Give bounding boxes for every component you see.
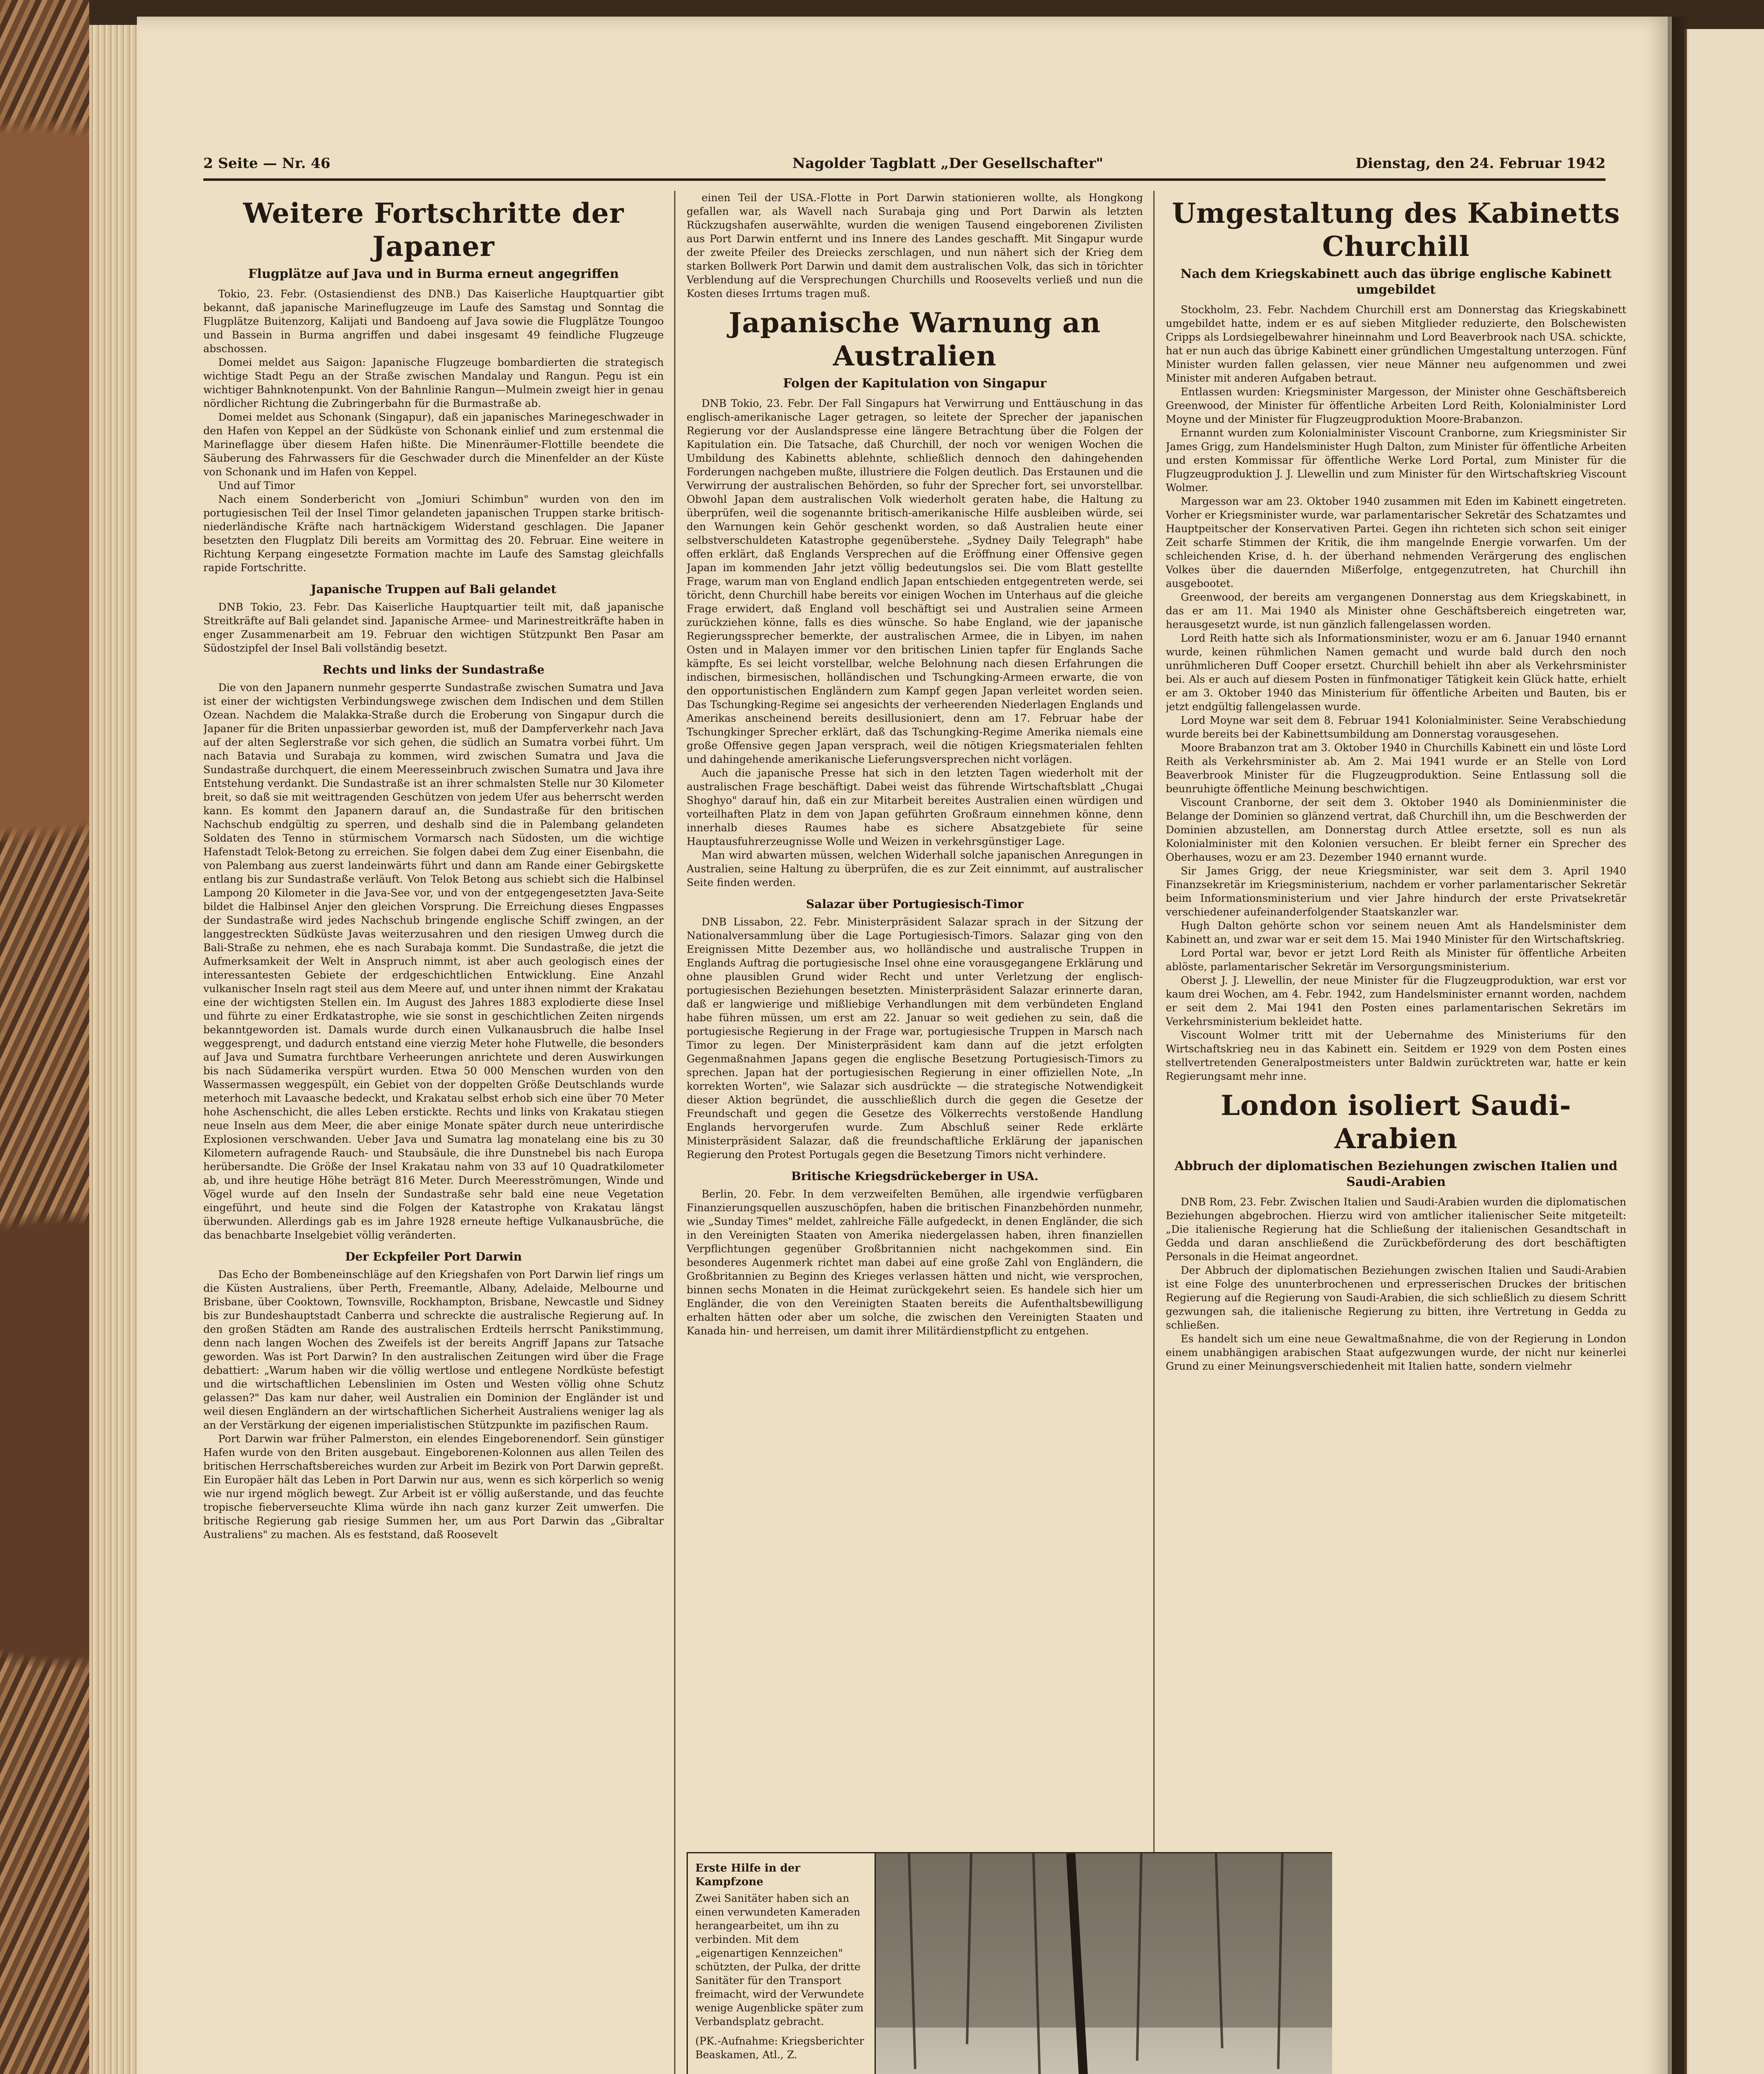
paragraph: Domei meldet aus Saigon: Japanische Flugzeuge bombardierten die strategisch wichtige Stadt Pegu an der Straße zwischen Mandalay und Rangun. Pegu ist ein wichtiger Bahnknotenpunkt. Von der Bahnlinie Rangun—Mulmein zweigt hier in genau nördlicher Richtung die Zubringerbahn für die Burmastraße ab. bbox=[203, 356, 664, 409]
paragraph: Hugh Dalton gehörte schon vor seinem neuen Amt als Handelsminister dem Kabinett an, und zwar war er seit dem 15. Mai 1940 Minister für den Wirtschaftskrieg. bbox=[1166, 920, 1626, 945]
masthead: Nagolder Tagblatt „Der Gesellschafter" bbox=[792, 155, 1104, 172]
article-headline: Umgestaltung des Kabinetts Churchill bbox=[1172, 197, 1620, 263]
article-body bbox=[203, 1268, 664, 1541]
section-title: Rechts und links der Sundastraße bbox=[322, 663, 545, 677]
paragraph: Ernannt wurden zum Kolonialminister Viscount Cranborne, zum Kriegsminister Sir James Grigg, zum Handelsminister Hugh Dalton, zum Minister für öffentliche Arbeiten und ersten Kommissar für öffentliche Werke Lord Portal, zum Minister für die Flugzeugproduktion J. J. Llewellin und zum Minister für den Wirtschaftskrieg Viscount Wolmer. bbox=[1166, 427, 1626, 494]
article-headline: Weitere Fortschritte der Japaner bbox=[243, 197, 624, 263]
article-subhead: Flugplätze auf Java und in Burma erneut angegriffen bbox=[248, 267, 619, 281]
column-1 bbox=[203, 191, 664, 2074]
article-subhead: Nach dem Kriegskabinett auch das übrige englische Kabinett umgebildet bbox=[1180, 267, 1612, 297]
article-body bbox=[203, 600, 664, 655]
article-body bbox=[203, 287, 664, 574]
war-photo bbox=[875, 1853, 1332, 2074]
article-body bbox=[687, 1187, 1143, 1338]
paragraph: DNB Tokio, 23. Febr. Der Fall Singapurs hat Verwirrung und Enttäuschung in das englisch-amerikanische Lager getragen, so leitete der Sprecher der japanischen Regierung vor der Auslandspresse eine längere Betrachtung über die Folgen der Kapitulation ein. Die Tatsache, daß Churchill, der noch vor wenigen Wochen die Umbildung des Kabinetts ablehnte, schließlich dennoch den dahingehenden Forderungen nachgeben mußte, illustriere die Folgen deutlich. Das Erstaunen und die Verwirrung der australischen Behörden, so fuhr der Sprecher fort, sei unvorstellbar. Obwohl Japan dem australischen Volk wiederholt geraten habe, die Haltung zu überprüfen, weil die sogenannte britisch-amerikanische Hilfe ausbleiben würde, sei den Warnungen kein Gehör geschenkt worden, so daß Australien heute einer selbstverschuldeten Katastrophe gegenüberstehe. „Sydney Daily Telegraph" habe offen erklärt, daß Englands Versprechen auf die Eröffnung einer Offensive gegen Japan im kommenden Jahr jetzt völlig bedeutungslos sei. Die vom Blatt gestellte Frage, warum man von England endlich Japan entschieden entgegentreten werde, sei töricht, denn Churchill habe bereits vor einigen Wochen im Unterhaus auf die gleiche Frage erwidert, daß England voll beschäftigt sei und Australien seine Armeen zurückziehen könne, falls es dies wünsche. So habe England, wie der japanische Regierungssprecher bemerkte, der australischen Armee, die in Libyen, im nahen Osten und in Malayen immer vor den britischen Linien tapfer für Englands Sache kämpfte, Es sei leicht vorstellbar, welche Belohnung nach diesen Erfahrungen die indischen, birmesischen, holländischen und Tschungking-Armeen erwarte, die von den opportunistischen Engländern zum Kampf gegen Japan verleitet worden seien. Das Tschungking-Regime sei angesichts der verheerenden Niederlagen Englands und Amerikas anscheinend bereits desillusioniert, denn am 17. Februar habe der Tschungkinger Sprecher erklärt, daß das Tschungking-Regime Amerika niemals eine große Offensive gegen Japan versprach, weil die nötigen Kriegsmaterialen fehlten und dahingehende amerikanische Lieferungsversprechen nicht vorlägen. bbox=[687, 397, 1143, 765]
article-headline: Japanische Warnung an Australien bbox=[729, 307, 1101, 372]
paragraph: Moore Brabanzon trat am 3. Oktober 1940 in Churchills Kabinett ein und löste Lord Reith als Verkehrsminister ab. Am 2. Mai 1941 wurde er an Stelle von Lord Beaverbrook Minister für die Flugzeugproduktion. Seine Entlassung soll die beunruhigte öffentliche Meinung beschwichtigen. bbox=[1166, 742, 1626, 795]
newspaper-page bbox=[137, 17, 1672, 2074]
paragraph: Viscount Wolmer tritt mit der Uebernahme des Ministeriums für den Wirtschaftskrieg neu in das Kabinett ein. Seitdem er 1929 von dem Posten eines stellvertretenden Generalpostmeisters unter Baldwin zurücktreten war, hatte er kein Regierungsamt mehr inne. bbox=[1166, 1029, 1626, 1082]
column-rule bbox=[1153, 191, 1155, 2074]
caption-text: Zwei Sanitäter haben sich an einen verwundeten Kameraden herangearbeitet, um ihn zu verbinden. Mit dem „eigenartigen Kennzeichen" schützten, der Pulka, der dritte Sanitäter für den Transport freimacht, wird der Verwundete wenige Augenblicke später zum Verbandsplatz gebracht. bbox=[695, 1892, 864, 2028]
paragraph: Man wird abwarten müssen, welchen Widerhall solche japanischen Anregungen in Australien, seine Haltung zu überprüfen, die es zur Zeit einnimmt, auf australischer Seite finden werden. bbox=[687, 849, 1143, 889]
column-3 bbox=[1166, 191, 1626, 1850]
caption-credit: (PK.-Aufnahme: Kriegsberichter Beaskamen, Atl., Z. bbox=[695, 2035, 864, 2061]
paragraph: DNB Lissabon, 22. Febr. Ministerpräsident Salazar sprach in der Sitzung der Nationalversammlung über die Lage Portugiesisch-Timors. Salazar ging von den Ereignissen Mitte Dezember aus, wo holländische und australische Truppen in Englands Auftrag die portugiesische Insel ohne eine vorausgegangene Erklärung und ohne plausiblen Grund wider Recht und unter Verletzung der englisch-portugiesischen Beziehungen besetzten. Ministerpräsident Salazar erinnerte daran, daß er langwierige und mißliebige Verhandlungen mit dem verbündeten England habe führen müssen, um erst am 22. Januar so weit gediehen zu sein, daß die portugiesische Regierung in der Frage war, portugiesische Truppen in Marsch nach Timor zu legen. Der Ministerpräsident kam dann auf die jetzt erfolgten Gegenmaßnahmen Japans gegen die englische Besetzung Portugiesisch-Timors zu sprechen. Japan hat der portugiesischen Regierung in einer offiziellen Note, „In korrekten Worten", wie Salazar sich ausdrückte — die strategische Notwendigkeit dieser Aktion begründet, die ausschließlich durch die gegen die Gesetze der Freundschaft und gegen die Gesetze des Völkerrechts verstoßende Handlung Englands hervorgerufen wurde. Zum Abschluß seiner Rede erklärte Ministerpräsident Salazar, daß die freundschaftliche Erklärung der japanischen Regierung den Protest Portugals gegen die Besetzung Timors nicht verhindere. bbox=[687, 916, 1143, 1161]
section-title: Salazar über Portugiesisch-Timor bbox=[806, 897, 1024, 911]
paragraph: Berlin, 20. Febr. In dem verzweifelten Bemühen, alle irgendwie verfügbaren Finanzierungsquellen auszuschöpfen, haben die britischen Finanzbehörden nunmehr, wie „Sunday Times" meldet, zahlreiche Fälle aufgedeckt, in denen Engländer, die sich in den Vereinigten Staaten von Amerika niedergelassen haben, ihren finanziellen Verpflichtungen gegenüber Großbritannien nicht nachgekommen sind. Ein besonderes Augenmerk richtet man dabei auf eine große Zahl von Engländern, die Großbritannien zu Beginn des Krieges verlassen hätten und nicht, wie versprochen, binnen sechs Monaten in die Heimat zurückgekehrt seien. Es handele sich hier um Engländer, die von den Vereinigten Staaten bereits die Aufenthaltsbewilligung erhalten hätten oder aber um solche, die zwischen den Vereinigten Staaten und Kanada hin- und herreisen, um damit ihrer Militärdienstpflicht zu entgehen. bbox=[687, 1188, 1143, 1337]
article-body bbox=[203, 681, 664, 1242]
paragraph: einen Teil der USA.-Flotte in Port Darwin stationieren wollte, als Hongkong gefallen war, als Wavell nach Surabaja ging und Port Darwin als letzten Rückzugshafen auserwählte, wurden die wenigen Tausend eingeborenen Zivilisten aus Port Darwin entfernt und ins Innere des Landes geschafft. Mit Singapur wurde der zweite Pfeiler des Dreiecks zerschlagen, und nun nähert sich der Krieg dem starken Bollwerk Port Darwin und damit dem australischen Volk, das sich in törichter Verblendung auf die Versprechungen Churchills und Roosevelts verließ und nun die Kosten dieses Irrtums tragen muß. bbox=[687, 192, 1143, 299]
article-subhead: Folgen der Kapitulation von Singapur bbox=[783, 376, 1047, 391]
photo-caption bbox=[688, 1853, 875, 2074]
paragraph: Lord Reith hatte sich als Informationsminister, wozu er am 6. Januar 1940 ernannt wurde, keinen rühmlichen Namen gemacht und wurde bald durch den noch unrühmlicheren Duff Cooper ersetzt. Churchill behielt ihn aber als Verkehrsminister bei. Als er auch auf diesem Posten in fünfmonatiger Tätigkeit kein Glück hatte, erhielt er am 3. Oktober 1940 das Ministerium für öffentliche Arbeiten und Bauten, bis er jetzt endgültig fallengelassen wurde. bbox=[1166, 632, 1626, 713]
section-title: Japanische Truppen auf Bali gelandet bbox=[311, 582, 556, 596]
paragraph: Die von den Japanern nunmehr gesperrte Sundastraße zwischen Sumatra und Java ist einer der wichtigsten Verbindungswege zwischen dem Indischen und dem Stillen Ozean. Nachdem die Malakka-Straße durch die Eroberung von Singapur durch die Japaner für die Briten unpassierbar geworden ist, muß der Dampferverkehr nach Java auf der alten Seglerstraße vor sich gehen, die südlich an Sumatra vorbei führt. Um nach Batavia und Surabaja zu kommen, wird zwischen Sumatra und Java die Sundastraße durchquert, die einem Meeresseinbruch zwischen Sumatra und Java ihre Entstehung verdankt. Die Sundastraße ist an ihrer schmalsten Stelle nur 30 Kilometer breit, so daß sie mit weittragenden Geschützen von jedem Ufer aus beherrscht werden kann. Es kommt den Japanern darauf an, die Sundastraße für den britischen Nachschub endgültig zu sperren, und deshalb sind die in Palembang gelandeten Soldaten des Tenno in stürmischem Vormarsch nach Südosten, um die wichtige Hafenstadt Telok-Betong zu erreichen. Sie folgen dabei dem Zug einer Eisenbahn, die von Palembang aus zuerst landeinwärts führt und dann am Rande einer Gebirgskette entlang bis zur Sundastraße verläuft. Von Telok Betong aus schiebt sich die Halbinsel Lampong 20 Kilometer in die Java-See vor, und von der entgegengesetzten Java-Seite bildet die Halbinsel Anjer den gleichen Vorsprung. Die Erreichung dieses Engpasses der Sundastraße wird jedes Nachschub bringende englische Schiff zwingen, an der langgestreckten Südküste Javas weiterzusahren und den riesigen Umweg durch die Bali-Straße zu nehmen, ehe es nach Surabaja kommt. Die Sundastraße, die jetzt die Aufmerksamkeit der Welt in Anspruch nimmt, ist aber auch geologisch eines der interessantesten Gebiete der erdgeschichtlichen Entwicklung. Eine Anzahl vulkanischer Inseln ragt steil aus dem Meere auf, und unter ihnen nimmt der Krakatau eine der wichtigsten Stellen ein. Im August des Jahres 1883 explodierte diese Insel und führte zu einer Erdkatastrophe, wie sie sonst in geschichtlichen Zeiten nirgends bekanntgeworden ist. Damals wurde durch einen Vulkanausbruch die halbe Insel weggesprengt, und dadurch entstand eine vierzig Meter hohe Flutwelle, die besonders auf Java und Sumatra furchtbare Verheerungen anrichtete und deren Auswirkungen bis nach Südamerika verspürt wurden. Etwa 50 000 Menschen wurden von den Wassermassen weggespült, ein Gebiet von der doppelten Größe Deutschlands wurde meterhoch mit Lavaasche bedeckt, und Krakatau selbst erhob sich eine über 70 Meter hohe Aschenschicht, die alles Leben erstickte. Rechts und links von Krakatau stiegen neue Inseln aus dem Meer, die aber einige Monate später durch neue unterirdische Explosionen verschwanden. Ueber Java und Sumatra lag monatelang eine bis zu 30 Kilometern aufragende Rauch- und Staubsäule, die ihre Dunstnebel bis nach Europa herübersandte. Die Größe der Insel Krakatau nahm von 33 auf 10 Quadratkilometer ab, und ihre heutige Höhe beträgt 816 Meter. Durch Meeresströmungen, Winde und Vögel wurde auf den Inseln der Sundastraße sehr bald eine neue Vegetation eingeführt, und heute sind die Folgen der Katastrophe von Krakatau längst überwunden. Allerdings gab es im Jahre 1928 erneute heftige Vulkanausbrüche, die das benachbarte Inselgebiet völlig veränderten. bbox=[203, 682, 664, 1241]
book-cover-marbled bbox=[0, 0, 89, 2074]
section-title: Britische Kriegsdrückeberger in USA. bbox=[791, 1169, 1039, 1183]
gutter-shadow bbox=[1668, 17, 1688, 2074]
paragraph: Der Abbruch der diplomatischen Beziehungen zwischen Italien und Saudi-Arabien ist eine Folge des ununterbrochenen und erpresserischen Druckes der britischen Regierung auf die Regierung von Saudi-Arabien, die sich schließlich zu diesem Schritt gezwungen sah, die italienische Regierung zu bitten, ihre Vertretung in Gedda zu schließen. bbox=[1166, 1264, 1626, 1331]
paragraph: Domei meldet aus Schonank (Singapur), daß ein japanisches Marinegeschwader in den Hafen von Keppel an der Südküste von Schonank einlief und zum erstenmal die Marineflagge über diesem Hafen hißte. Die Minenräumer-Flottille beendete die Säuberung des Fahrwassers für die Geschwader durch die Minenfelder an der Küste von Schonank und im Hafen von Keppel. bbox=[203, 411, 664, 478]
article-body bbox=[687, 191, 1143, 300]
next-page-edge bbox=[1684, 29, 1764, 2074]
article-headline: London isoliert Saudi-Arabien bbox=[1221, 1089, 1572, 1155]
page-number: 2 Seite — Nr. 46 bbox=[203, 155, 331, 172]
paragraph: Und auf Timor bbox=[218, 480, 295, 492]
running-head bbox=[203, 153, 1606, 181]
page-edges bbox=[89, 25, 139, 2074]
paragraph: Nach einem Sonderbericht von „Jomiuri Schimbun" wurden von den im portugiesischen Teil der Insel Timor gelandeten japanischen Truppen starke britisch-niederländische Kräfte nach hartnäckigem Widerstand geschlagen. Die Japaner besetzten den Flugplatz Dili bereits am Vormittag des 20. Februar. Eine weitere in Richtung Kerpang eingesetzte Formation machte im Laufe des Samstag gleichfalls rapide Fortschritte. bbox=[203, 493, 664, 574]
snow-forest-medics-photo bbox=[876, 1853, 1332, 2074]
paragraph: Sir James Grigg, der neue Kriegsminister, war seit dem 3. April 1940 Finanzsekretär im Kriegsministerium, nachdem er vorher parlamentarischer Sekretär beim Informationsministerium und vier Jahre hindurch der erste Privatsekretär verschiedener aufeinanderfolgender Staatskanzler war. bbox=[1166, 865, 1626, 918]
paragraph: Viscount Cranborne, der seit dem 3. Oktober 1940 als Dominienminister die Belange der Dominien so glänzend vertrat, daß Churchill ihn, um die Beschwerden der Dominien abzustellen, am Donnerstag durch Attlee ersetzte, soll es nun als Kolonialminister mit den Kolonien versuchen. Er bleibt ferner ein Sprecher des Oberhauses, wozu er am 23. Dezember 1940 ernannt wurde. bbox=[1166, 796, 1626, 863]
article-body bbox=[687, 915, 1143, 1161]
paragraph: Tokio, 23. Febr. (Ostasiendienst des DNB.) Das Kaiserliche Hauptquartier gibt bekannt, daß japanische Marineflugzeuge im Laufe des Samstag und Sonntag die Flugplätze Buitenzorg, Kalijati und Bandoeng auf Java sowie die Flugplätze Toungoo und Bassein in Burma angriffen und dabei insgesamt 49 feindliche Flugzeuge abschossen. bbox=[203, 288, 664, 355]
paragraph: DNB Tokio, 23. Febr. Das Kaiserliche Hauptquartier teilt mit, daß japanische Streitkräfte auf Bali gelandet sind. Japanische Armee- und Marinestreitkräfte haben in enger Zusammenarbeit am 19. Februar den wichtigen Stützpunkt Ben Pasar am Südostzipfel der Insel Bali vollständig besetzt. bbox=[203, 601, 664, 654]
article-body bbox=[1166, 303, 1626, 1083]
paragraph: Port Darwin war früher Palmerston, ein elendes Eingeborenendorf. Sein günstiger Hafen wurde von den Briten ausgebaut. Eingeborenen-Kolonnen aus allen Teilen des britischen Herrschaftsbereiches wurden zur Arbeit im Bezirk von Port Darwin gepreßt. Ein Europäer hält das Leben in Port Darwin nur aus, wenn es sich körperlich so wenig wie nur irgend möglich bewegt. Zur Arbeit ist er völlig außerstande, und das feuchte tropische fieberverseuchte Klima würde ihn nach ganz kurzer Zeit umwerfen. Die britische Regierung gab riesige Summen her, um aus Port Darwin das „Gibraltar Australiens" zu machen. Als es feststand, daß Roosevelt bbox=[203, 1433, 664, 1541]
column-2 bbox=[687, 191, 1143, 1850]
paragraph: Margesson war am 23. Oktober 1940 zusammen mit Eden im Kabinett eingetreten. Vorher er Kriegsminister wurde, war parlamentarischer Sekretär des Schatzamtes und Hauptpeitscher der Konservativen Partei. Gegen ihn richteten sich schon seit einiger Zeit scharfe Stimmen der Kritik, die ihm mangelnde Energie vorwarfen. Um der schleichenden Krise, d. h. der überhand nehmenden Verärgerung des englischen Volkes über die dauernden Mißerfolge, entgegenzutreten, hat Churchill ihn ausgebootet. bbox=[1166, 495, 1626, 589]
paragraph: Lord Portal war, bevor er jetzt Lord Reith als Minister für öffentliche Arbeiten ablöste, parlamentarischer Sekretär im Versorgungsministerium. bbox=[1166, 947, 1626, 973]
paragraph: Oberst J. J. Llewellin, der neue Minister für die Flugzeugproduktion, war erst vor kaum drei Wochen, am 4. Febr. 1942, zum Handelsminister ernannt worden, nachdem er seit dem 2. Mai 1941 den Posten eines parlamentarischen Sekretärs im Verkehrsministerium bekleidet hatte. bbox=[1166, 974, 1626, 1027]
paragraph: Das Echo der Bombeneinschläge auf den Kriegshafen von Port Darwin lief rings um die Küsten Australiens, über Perth, Freemantle, Albany, Adelaide, Melbourne und Brisbane, über Cooktown, Townsville, Rockhampton, Brisbane, Newcastle und Sidney bis zur Bundeshauptstadt Canberra und schreckte die australische Regierung auf. In den großen Städten am Rande des australischen Erdteils herrscht Panikstimmung, denn nach langen Wochen des Zweifels ist der bereits Angriff Japans zur Tatsache geworden. Was ist Port Darwin? In den australischen Zeitungen wird über die Frage debattiert: „Warum haben wir die völlig wertlose und entlegene Nordküste befestigt und die wirtschaftlichen Lebenslinien im Osten und Westen völlig ohne Schutz gelassen?" Das kam nur daher, weil Australien ein Dominion der Engländer ist und weil diesen Engländern an der wirtschaftlichen Sicherheit Australiens weniger lag als an der Verstärkung der eigenen imperialistischen Stützpunkte im pazifischen Raum. bbox=[203, 1268, 664, 1431]
caption-title: Erste Hilfe in der Kampfzone bbox=[695, 1862, 801, 1888]
article-body bbox=[1166, 1195, 1626, 1373]
article-body bbox=[687, 397, 1143, 889]
article-subhead: Abbruch der diplomatischen Beziehungen zwischen Italien und Saudi-Arabien bbox=[1174, 1159, 1618, 1189]
paragraph: Lord Moyne war seit dem 8. Februar 1941 Kolonialminister. Seine Verabschiedung wurde bereits bei der Kabinettsumbildung am Donnerstag vorausgesehen. bbox=[1166, 714, 1626, 740]
paragraph: DNB Rom, 23. Febr. Zwischen Italien und Saudi-Arabien wurden die diplomatischen Beziehungen abgebrochen. Hierzu wird von amtlicher italienischer Seite mitgeteilt: „Die italienische Regierung hat die Schließung der italienischen Gesandtschaft in Gedda und daran anschließend die Zurückbeförderung des dort beschäftigten Personals in die Heimat angeordnet. bbox=[1166, 1196, 1626, 1263]
column-rule bbox=[674, 191, 675, 2074]
paragraph: Greenwood, der bereits am vergangenen Donnerstag aus dem Kriegskabinett, in das er am 11. Mai 1940 als Minister ohne Geschäftsbereich eingetreten war, herausgesetzt wurde, ist nun gänzlich fallengelassen worden. bbox=[1166, 591, 1626, 630]
photo-box bbox=[687, 1852, 1332, 2074]
paragraph: Es handelt sich um eine neue Gewaltmaßnahme, die von der Regierung in London einem unabhängigen arabischen Staat aufgezwungen wurde, der nicht nur keinerlei Grund zu einer Meinungsverschiedenheit mit Italien hatte, sondern vielmehr bbox=[1166, 1333, 1626, 1372]
section-title: Der Eckpfeiler Port Darwin bbox=[345, 1250, 522, 1263]
paragraph: Entlassen wurden: Kriegsminister Margesson, der Minister ohne Geschäftsbereich Greenwood, der Minister für öffentliche Arbeiten Lord Reith, Kolonialminister Lord Moyne und der Minister für Flugzeugproduktion Moore-Brabanzon. bbox=[1166, 386, 1626, 425]
issue-date: Dienstag, den 24. Februar 1942 bbox=[1355, 155, 1606, 172]
paragraph: Stockholm, 23. Febr. Nachdem Churchill erst am Donnerstag das Kriegskabinett umgebildet hatte, indem er es auf sieben Mitglieder reduzierte, den Bolschewisten Cripps als Lordsiegelbewahrer hineinnahm und Lord Beaverbrook nach USA. schickte, hat er nun auch das übrige Kabinett einer gründlichen Umgestaltung unterzogen. Fünf Minister wurden fallen gelassen, vier neue Männer neu aufgenommen und zwei Minister mit anderen Aufgaben betraut. bbox=[1166, 304, 1626, 384]
paragraph: Auch die japanische Presse hat sich in den letzten Tagen wiederholt mit der australischen Frage beschäftigt. Dabei weist das führende Wirtschaftsblatt „Chugai Shoghyo" darauf hin, daß ein zur Mitarbeit bereites Australien einen würdigen und vorteilhaften Platz in dem von Japan geführten Großraum einnehmen könne, denn innerhalb dieses Raumes habe es sichere Absatzgebiete für seine Hauptausfuhrerzeugnisse Wolle und Weizen in verkehrsgünstiger Lage. bbox=[687, 767, 1143, 847]
